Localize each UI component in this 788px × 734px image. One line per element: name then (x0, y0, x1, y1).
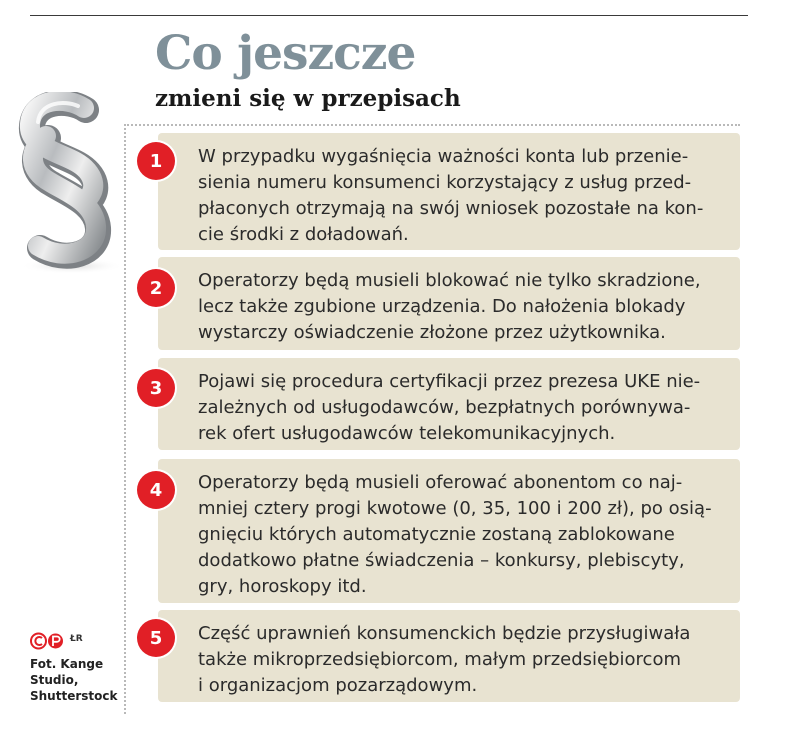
author-initials: ŁR (70, 634, 83, 644)
dotted-divider-horizontal (124, 124, 740, 126)
section-sign-icon (8, 92, 136, 278)
item-text: W przypadku wygaśnięcia ważności konta lub przenie- sienia numeru konsumenci korzystający z usług przed- płaconych otrzymają na swój wniosek pozostałe na kon- cie środki z doładowań. (198, 146, 704, 245)
number-badge: 2 (137, 269, 175, 307)
list-item (158, 133, 740, 250)
number-badge: 4 (137, 471, 175, 509)
list-item (158, 358, 740, 450)
page-subtitle: zmieni się w przepisach (155, 85, 461, 112)
number-badge: 1 (137, 142, 175, 180)
photo-credit: Fot. Kange Studio, Shutterstock (30, 657, 118, 703)
item-text: Pojawi się procedura certyfikacji przez prezesa UKE nie- zależnych od usługodawców, bezpłatnych porównywa- rek ofert usługodawców telekomunikacyjnych. (198, 371, 701, 444)
item-text: Operatorzy będą musieli oferować abonentom co naj- mniej cztery progi kwotowe (0, 35, 100 i 200 zł), po osią- gnięciu których automatycznie zostaną zablokowane dodatkowo płatne świadczenia – konkursy, plebiscyty, gry, horoskopy itd. (198, 472, 712, 597)
page-title: Co jeszcze (155, 26, 416, 81)
publisher-logo (30, 632, 64, 650)
list-item (158, 459, 740, 603)
item-text: Operatorzy będą musieli blokować nie tylko skradzione, lecz także zgubione urządzenia. Do nałożenia blokady wystarczy oświadczenie złożone przez użytkownika. (198, 270, 701, 343)
number-badge: 5 (137, 619, 175, 657)
item-text: Część uprawnień konsumenckich będzie przysługiwała także mikroprzedsiębiorcom, małym przedsiębiorcom i organizacjom pozarządowym. (198, 623, 691, 696)
list-item (158, 610, 740, 702)
list-item (158, 257, 740, 350)
top-rule (30, 15, 748, 16)
number-badge: 3 (137, 369, 175, 407)
